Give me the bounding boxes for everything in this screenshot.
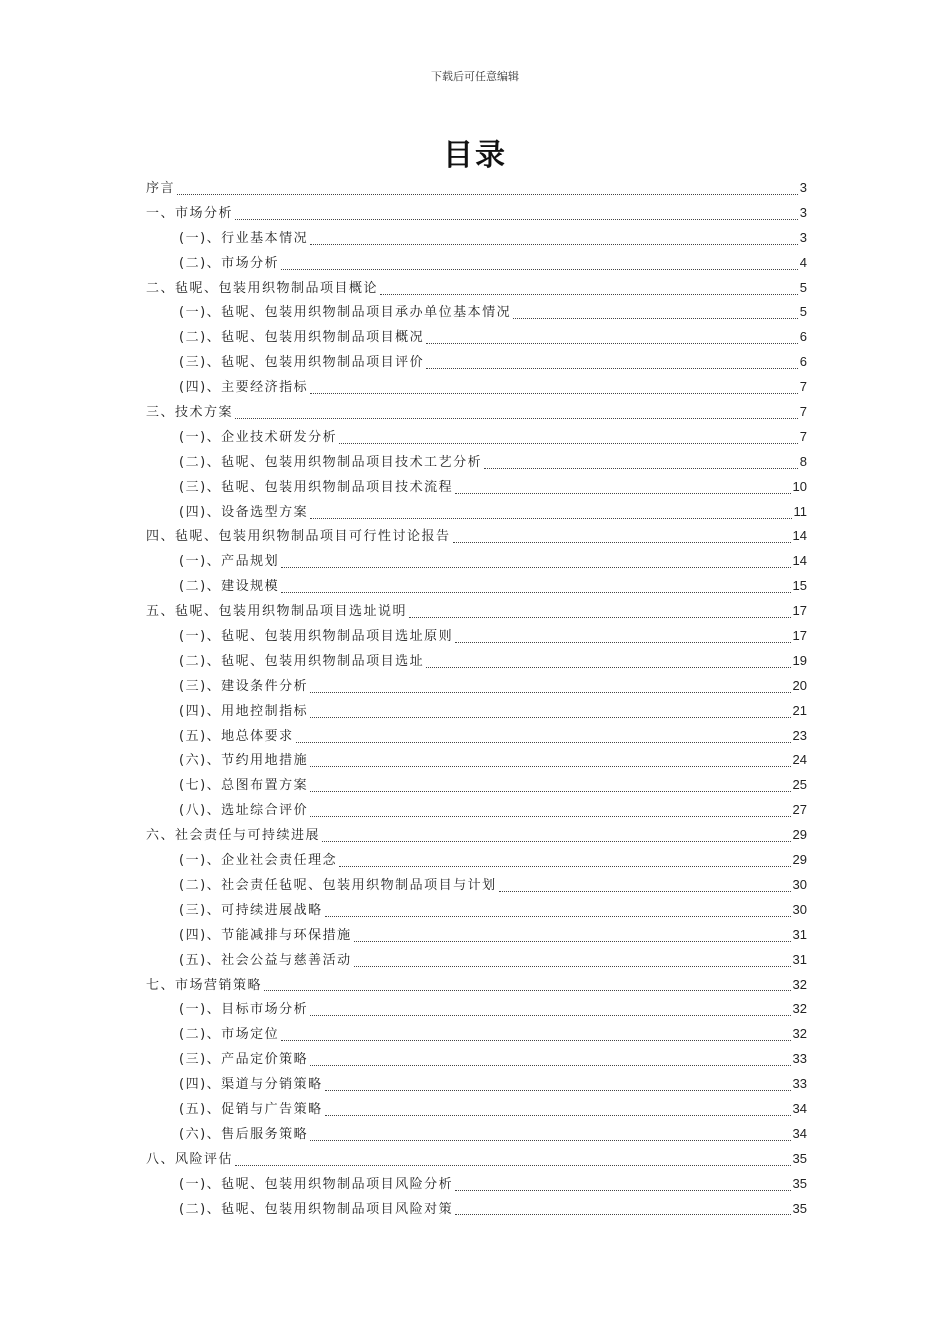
toc-entry[interactable] xyxy=(146,1197,807,1222)
toc-entry-page-number: 11 xyxy=(793,503,807,519)
toc-entry[interactable] xyxy=(146,276,807,301)
toc-entry-page-number: 19 xyxy=(792,652,807,668)
toc-entry-page-number: 6 xyxy=(799,329,807,345)
toc-entry-page-number: 3 xyxy=(799,180,807,195)
toc-dot-leader xyxy=(310,766,790,767)
toc-entry-title: (二)、毡呢、包装用织物制品项目技术工艺分析 xyxy=(179,454,483,470)
toc-entry-title: 六、社会责任与可持续进展 xyxy=(146,828,321,844)
toc-dot-leader xyxy=(455,642,790,643)
toc-entry[interactable] xyxy=(146,450,807,475)
toc-dot-leader xyxy=(426,667,790,668)
toc-entry-page-number: 17 xyxy=(792,628,807,644)
toc-entry[interactable] xyxy=(146,524,807,549)
toc-entry-title: (七)、总图布置方案 xyxy=(179,778,309,794)
toc-dot-leader xyxy=(380,294,798,295)
toc-dot-leader xyxy=(426,368,798,369)
toc-entry-title: (六)、节约用地措施 xyxy=(179,753,309,769)
toc-entry-title: (四)、渠道与分销策略 xyxy=(179,1077,323,1093)
toc-entry-page-number: 14 xyxy=(792,528,807,544)
toc-entry-title: (三)、可持续进展战略 xyxy=(179,902,323,918)
toc-dot-leader xyxy=(281,1040,790,1041)
toc-entry[interactable] xyxy=(146,251,807,276)
page-title: 目录 xyxy=(443,138,507,173)
toc-entry[interactable] xyxy=(146,475,807,500)
toc-dot-leader xyxy=(325,916,791,917)
toc-entry-page-number: 17 xyxy=(792,603,807,619)
toc-entry-title: (二)、社会责任毡呢、包装用织物制品项目与计划 xyxy=(179,877,497,893)
toc-entry[interactable] xyxy=(146,699,807,724)
toc-entry-title: (一)、毡呢、包装用织物制品项目选址原则 xyxy=(179,629,454,645)
toc-entry-page-number: 7 xyxy=(799,379,807,395)
toc-dot-leader xyxy=(322,841,791,842)
toc-entry-page-number: 6 xyxy=(799,354,807,370)
toc-entry-title: (二)、毡呢、包装用织物制品项目概况 xyxy=(179,330,425,346)
toc-dot-leader xyxy=(310,791,790,792)
toc-entry-title: (二)、建设规模 xyxy=(179,579,280,595)
toc-entry-page-number: 29 xyxy=(792,827,807,843)
toc-dot-leader xyxy=(455,1214,790,1215)
toc-entry-page-number: 31 xyxy=(792,951,807,967)
toc-entry-page-number: 35 xyxy=(792,1150,807,1166)
toc-entry-title: (一)、目标市场分析 xyxy=(179,1002,309,1018)
toc-entry-page-number: 5 xyxy=(799,304,807,320)
toc-dot-leader xyxy=(426,343,798,344)
toc-entry-page-number: 21 xyxy=(792,702,807,718)
toc-entry[interactable] xyxy=(146,1172,807,1197)
toc-entry-page-number: 29 xyxy=(792,852,807,868)
toc-entry-page-number: 35 xyxy=(792,1200,807,1216)
toc-entry-page-number: 14 xyxy=(792,553,807,569)
toc-dot-leader xyxy=(310,692,790,693)
toc-entry[interactable] xyxy=(146,325,807,350)
toc-dot-leader xyxy=(325,1090,791,1091)
toc-dot-leader xyxy=(235,418,798,419)
toc-entry-title: (四)、用地控制指标 xyxy=(179,703,309,719)
toc-entry[interactable] xyxy=(146,300,807,325)
toc-entry-page-number: 32 xyxy=(792,1026,807,1042)
toc-entry[interactable] xyxy=(146,748,807,773)
toc-entry-title: (六)、售后服务策略 xyxy=(179,1126,309,1142)
toc-entry-page-number: 33 xyxy=(792,1076,807,1092)
toc-entry-page-number: 30 xyxy=(792,901,807,917)
toc-dot-leader xyxy=(296,742,791,743)
toc-entry[interactable] xyxy=(146,549,807,574)
toc-entry-title: 一、市场分析 xyxy=(146,205,234,221)
toc-entry[interactable] xyxy=(146,176,807,201)
toc-entry[interactable] xyxy=(146,1097,807,1122)
toc-dot-leader xyxy=(354,941,791,942)
toc-entry-title: 七、市场营销策略 xyxy=(146,977,263,993)
toc-entry-title: 五、毡呢、包装用织物制品项目选址说明 xyxy=(146,604,408,620)
toc-dot-leader xyxy=(409,617,791,618)
toc-dot-leader xyxy=(499,891,791,892)
toc-entry-title: (一)、行业基本情况 xyxy=(179,230,309,246)
toc-dot-leader xyxy=(310,717,790,718)
toc-entry[interactable] xyxy=(146,823,807,848)
toc-dot-leader xyxy=(310,393,798,394)
toc-entry[interactable] xyxy=(146,400,807,425)
toc-dot-leader xyxy=(235,219,798,220)
toc-dot-leader xyxy=(484,468,798,469)
toc-dot-leader xyxy=(455,493,790,494)
toc-entry[interactable] xyxy=(146,649,807,674)
toc-dot-leader xyxy=(281,269,798,270)
toc-entry-page-number: 20 xyxy=(792,677,807,693)
toc-entry-title: (三)、产品定价策略 xyxy=(179,1052,309,1068)
toc-entry[interactable] xyxy=(146,350,807,375)
toc-dot-leader xyxy=(310,1065,790,1066)
toc-entry-title: 三、技术方案 xyxy=(146,405,234,421)
toc-dot-leader xyxy=(453,542,791,543)
toc-entry[interactable] xyxy=(146,674,807,699)
toc-dot-leader xyxy=(264,990,791,991)
toc-entry-page-number: 32 xyxy=(792,976,807,992)
toc-entry-title: 二、毡呢、包装用织物制品项目概论 xyxy=(146,280,379,296)
toc-dot-leader xyxy=(310,1140,790,1141)
toc-entry[interactable] xyxy=(146,997,807,1022)
toc-entry-page-number: 31 xyxy=(792,926,807,942)
toc-entry-page-number: 3 xyxy=(799,204,807,220)
toc-entry[interactable] xyxy=(146,873,807,898)
toc-entry-title: (五)、社会公益与慈善活动 xyxy=(179,952,352,968)
toc-entry[interactable] xyxy=(146,624,807,649)
toc-entry-page-number: 8 xyxy=(799,453,807,469)
toc-entry-page-number: 24 xyxy=(792,752,807,768)
toc-entry[interactable] xyxy=(146,1047,807,1072)
toc-entry-title: (四)、节能减排与环保措施 xyxy=(179,927,352,943)
toc-dot-leader xyxy=(310,1015,790,1016)
toc-dot-leader xyxy=(513,318,798,319)
toc-entry-page-number: 25 xyxy=(792,777,807,793)
toc-entry-page-number: 7 xyxy=(799,428,807,444)
toc-entry-page-number: 33 xyxy=(792,1051,807,1067)
toc-entry[interactable] xyxy=(146,1147,807,1172)
toc-entry-title: (二)、市场分析 xyxy=(179,255,280,271)
toc-entry[interactable] xyxy=(146,1122,807,1147)
toc-entry[interactable] xyxy=(146,599,807,624)
toc-dot-leader xyxy=(310,244,798,245)
toc-entry-title: (三)、建设条件分析 xyxy=(179,678,309,694)
toc-entry[interactable] xyxy=(146,1022,807,1047)
toc-dot-leader xyxy=(339,866,790,867)
toc-dot-leader xyxy=(310,816,790,817)
toc-entry-title: 四、毡呢、包装用织物制品项目可行性讨论报告 xyxy=(146,529,451,545)
toc-dot-leader xyxy=(177,194,798,195)
toc-entry-page-number: 34 xyxy=(792,1100,807,1116)
toc-entry[interactable] xyxy=(146,226,807,251)
toc-entry-page-number: 7 xyxy=(799,404,807,420)
toc-entry-page-number: 3 xyxy=(799,229,807,245)
toc-entry[interactable] xyxy=(146,375,807,400)
toc-entry-title: (二)、市场定位 xyxy=(179,1027,280,1043)
toc-entry[interactable] xyxy=(146,724,807,749)
table-of-contents xyxy=(146,176,807,1221)
toc-entry-title: 八、风险评估 xyxy=(146,1151,234,1167)
toc-entry[interactable] xyxy=(146,1072,807,1097)
toc-entry-page-number: 4 xyxy=(799,254,807,270)
toc-dot-leader xyxy=(310,518,791,519)
toc-entry[interactable] xyxy=(146,425,807,450)
toc-entry-title: (一)、毡呢、包装用织物制品项目承办单位基本情况 xyxy=(179,305,512,321)
toc-entry-title: (五)、促销与广告策略 xyxy=(179,1101,323,1117)
toc-dot-leader xyxy=(325,1115,791,1116)
toc-dot-leader xyxy=(281,592,790,593)
toc-entry-page-number: 15 xyxy=(792,578,807,594)
toc-entry[interactable] xyxy=(146,798,807,823)
toc-entry-page-number: 30 xyxy=(792,876,807,892)
toc-entry-title: (一)、产品规划 xyxy=(179,554,280,570)
toc-entry-title: (五)、地总体要求 xyxy=(179,728,294,744)
toc-entry-title: (一)、毡呢、包装用织物制品项目风险分析 xyxy=(179,1176,454,1192)
toc-entry[interactable] xyxy=(146,574,807,599)
toc-entry-title: (二)、毡呢、包装用织物制品项目风险对策 xyxy=(179,1201,454,1217)
toc-entry-title: (八)、选址综合评价 xyxy=(179,803,309,819)
toc-entry-page-number: 34 xyxy=(792,1125,807,1141)
toc-entry-page-number: 5 xyxy=(799,279,807,295)
toc-entry-page-number: 35 xyxy=(792,1175,807,1191)
page-header: 下载后可任意编辑 xyxy=(431,70,519,83)
toc-entry[interactable] xyxy=(146,923,807,948)
toc-entry-title: (三)、毡呢、包装用织物制品项目评价 xyxy=(179,355,425,371)
toc-entry-title: (一)、企业技术研发分析 xyxy=(179,429,338,445)
toc-dot-leader xyxy=(339,443,798,444)
toc-dot-leader xyxy=(354,966,791,967)
toc-entry[interactable] xyxy=(146,500,807,525)
toc-entry-title: (一)、企业社会责任理念 xyxy=(179,853,338,869)
toc-dot-leader xyxy=(455,1190,790,1191)
toc-entry[interactable] xyxy=(146,898,807,923)
toc-entry-page-number: 23 xyxy=(792,727,807,743)
toc-dot-leader xyxy=(281,567,790,568)
toc-entry-title: 序言 xyxy=(146,181,176,196)
toc-entry-title: (四)、设备选型方案 xyxy=(179,504,309,520)
toc-entry[interactable] xyxy=(146,973,807,998)
toc-dot-leader xyxy=(235,1165,791,1166)
toc-entry[interactable] xyxy=(146,773,807,798)
toc-entry-title: (二)、毡呢、包装用织物制品项目选址 xyxy=(179,653,425,669)
toc-entry-page-number: 32 xyxy=(792,1001,807,1017)
toc-entry[interactable] xyxy=(146,848,807,873)
toc-entry-title: (三)、毡呢、包装用织物制品项目技术流程 xyxy=(179,479,454,495)
toc-entry[interactable] xyxy=(146,948,807,973)
toc-entry[interactable] xyxy=(146,201,807,226)
toc-entry-page-number: 27 xyxy=(792,802,807,818)
toc-entry-page-number: 10 xyxy=(792,478,807,494)
toc-entry-title: (四)、主要经济指标 xyxy=(179,380,309,396)
